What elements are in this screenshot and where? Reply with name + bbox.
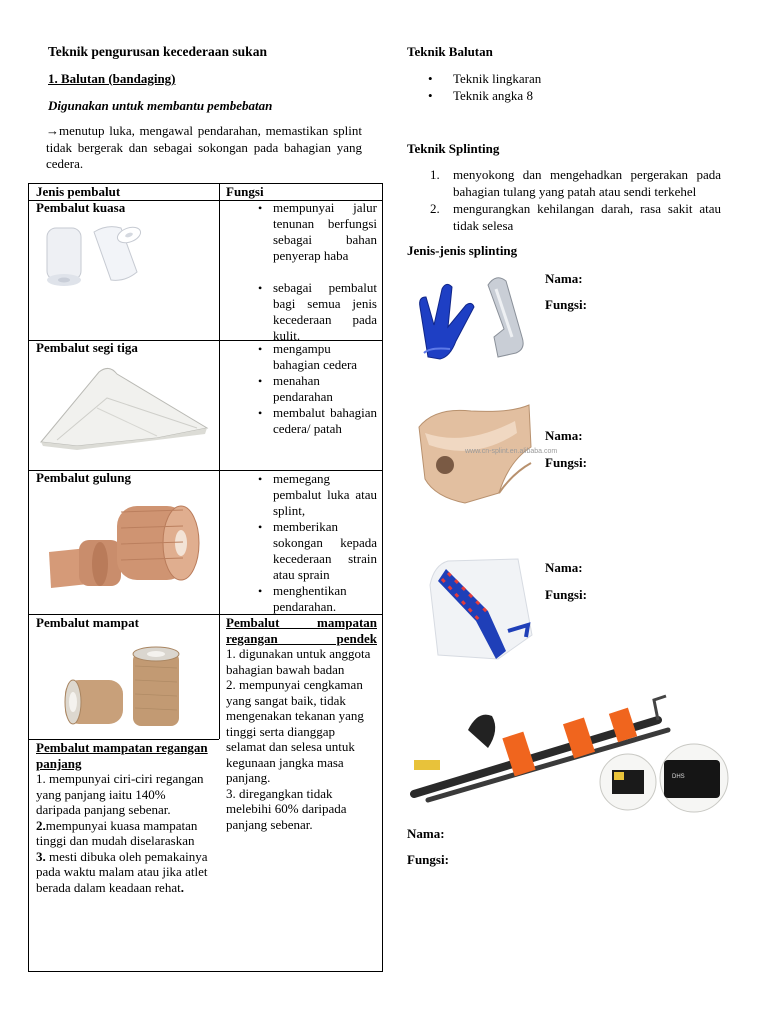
traction-splint-image bbox=[408, 690, 748, 815]
item-text: mengurangkan kehilangan darah, rasa sakit atau tidak selesa bbox=[453, 201, 721, 233]
function-item: • menahan pendarahan bbox=[250, 373, 377, 405]
short-stretch-block bbox=[226, 615, 377, 832]
long-stretch-point bbox=[36, 818, 208, 849]
item-number: 2. bbox=[430, 201, 440, 216]
list-item bbox=[407, 200, 721, 234]
long-stretch-point: 1. mempunyai ciri-ciri regangan yang panjang iaitu 140% daripada panjang sebenar. bbox=[36, 771, 204, 817]
short-stretch-point: 1. digunakan untuk anggota bahagian bawah badan bbox=[226, 646, 371, 677]
bag-logo-text: DHS bbox=[672, 774, 685, 780]
fungsi-label-3: Fungsi: bbox=[545, 587, 587, 602]
row-name-mampat: Pembalut mampat bbox=[36, 615, 139, 630]
functions-segi-tiga bbox=[250, 341, 377, 437]
short-stretch-point: 3. diregangkan tidak melebihi 60% daripada panjang sebenar. bbox=[226, 785, 347, 832]
point-end: . bbox=[180, 879, 184, 895]
function-item: • menghentikan pendarahan. bbox=[250, 583, 377, 615]
fungsi-label-2: Fungsi: bbox=[545, 455, 587, 470]
function-item: • memegang pembalut luka atau splint, bbox=[250, 471, 377, 519]
bandage-table bbox=[28, 183, 383, 972]
long-stretch-block bbox=[36, 740, 208, 895]
point-text: mempunyai kuasa mampatan tinggi dan mudah diselaraskan bbox=[36, 817, 198, 848]
header-fungsi: Fungsi bbox=[226, 184, 264, 199]
nama-label-1: Nama: bbox=[545, 271, 583, 286]
fungsi-label-1: Fungsi: bbox=[545, 297, 587, 312]
row-name-gulung: Pembalut gulung bbox=[36, 470, 131, 485]
function-item: • mempunyai jalur tenunan berfungsi sebagai bahan penyerap haba bbox=[250, 200, 377, 264]
list-item bbox=[407, 166, 721, 200]
splinting-list bbox=[407, 166, 721, 234]
cohesive-rolls-image bbox=[61, 646, 191, 732]
functions-kuasa bbox=[250, 200, 377, 344]
item-text: menyokong dan mengehadkan pergerakan pada bahagian tulang yang patah atau sendi terkehel bbox=[453, 167, 721, 199]
short-stretch-heading: Pembalut mampatan regangan pendek bbox=[226, 615, 377, 646]
point-text: mesti dibuka oleh pemakainya pada waktu malam atau jika atlet berada dalam keadaan rehat bbox=[36, 848, 208, 895]
nama-label-3: Nama: bbox=[545, 560, 583, 575]
purpose-text: Digunakan untuk membantu pembebatan bbox=[48, 98, 273, 113]
nama-label-4: Nama: bbox=[407, 826, 445, 841]
function-item: • mengampu bahagian cedera bbox=[250, 341, 377, 373]
triangle-bandage-image bbox=[37, 358, 212, 450]
balutan-list bbox=[407, 70, 541, 104]
list-item: • Teknik angka 8 bbox=[407, 87, 541, 104]
long-stretch-heading: Pembalut mampatan regangan panjang bbox=[36, 740, 208, 771]
row-name-segi-tiga: Pembalut segi tiga bbox=[36, 340, 138, 355]
point-number: 2. bbox=[36, 817, 46, 833]
item-number: 1. bbox=[430, 167, 440, 182]
gauze-rolls-image bbox=[39, 220, 154, 288]
row-name-kuasa: Pembalut kuasa bbox=[36, 200, 126, 215]
watermark-text: www.cn-splint.en.alibaba.com bbox=[465, 448, 558, 455]
column-divider bbox=[219, 184, 220, 739]
balutan-heading: Teknik Balutan bbox=[407, 44, 493, 59]
jenis-splinting-heading: Jenis-jenis splinting bbox=[407, 243, 518, 258]
crepe-rolls-image bbox=[47, 492, 207, 592]
finger-splint-image bbox=[410, 267, 540, 362]
function-item: • membalut bahagian cedera/ patah bbox=[250, 405, 377, 437]
section-heading: 1. Balutan (bandaging) bbox=[48, 71, 176, 86]
intro-paragraph: →menutup luka, mengawal pendarahan, memastikan splint tidak bergerak dan sebagai sokongan pada bahagian yang cedera. bbox=[46, 123, 362, 171]
nama-label-2: Nama: bbox=[545, 428, 583, 443]
fungsi-label-4: Fungsi: bbox=[407, 852, 449, 867]
short-stretch-point: 2. mempunyai cengkaman yang sangat baik, tidak mengenakan tekanan yang tinggi serta dianggap selamat dan selesa untuk kegunaan jangka masa panjang. bbox=[226, 677, 364, 785]
long-stretch-point bbox=[36, 849, 208, 896]
header-jenis: Jenis pembalut bbox=[36, 184, 121, 199]
function-item: • memberikan sokongan kepada kecederaan strain atau sprain bbox=[250, 519, 377, 583]
function-item: • sebagai pembalut bagi semua jenis kecederaan pada kulit. bbox=[250, 280, 377, 344]
list-item: • Teknik lingkaran bbox=[407, 70, 541, 87]
point-number: 3. bbox=[36, 848, 46, 864]
splinting-heading: Teknik Splinting bbox=[407, 141, 500, 156]
cervical-collar-image bbox=[405, 403, 558, 525]
leg-splint-image bbox=[428, 555, 538, 665]
functions-gulung bbox=[250, 471, 377, 615]
page-title: Teknik pengurusan kecederaan sukan bbox=[48, 44, 267, 59]
